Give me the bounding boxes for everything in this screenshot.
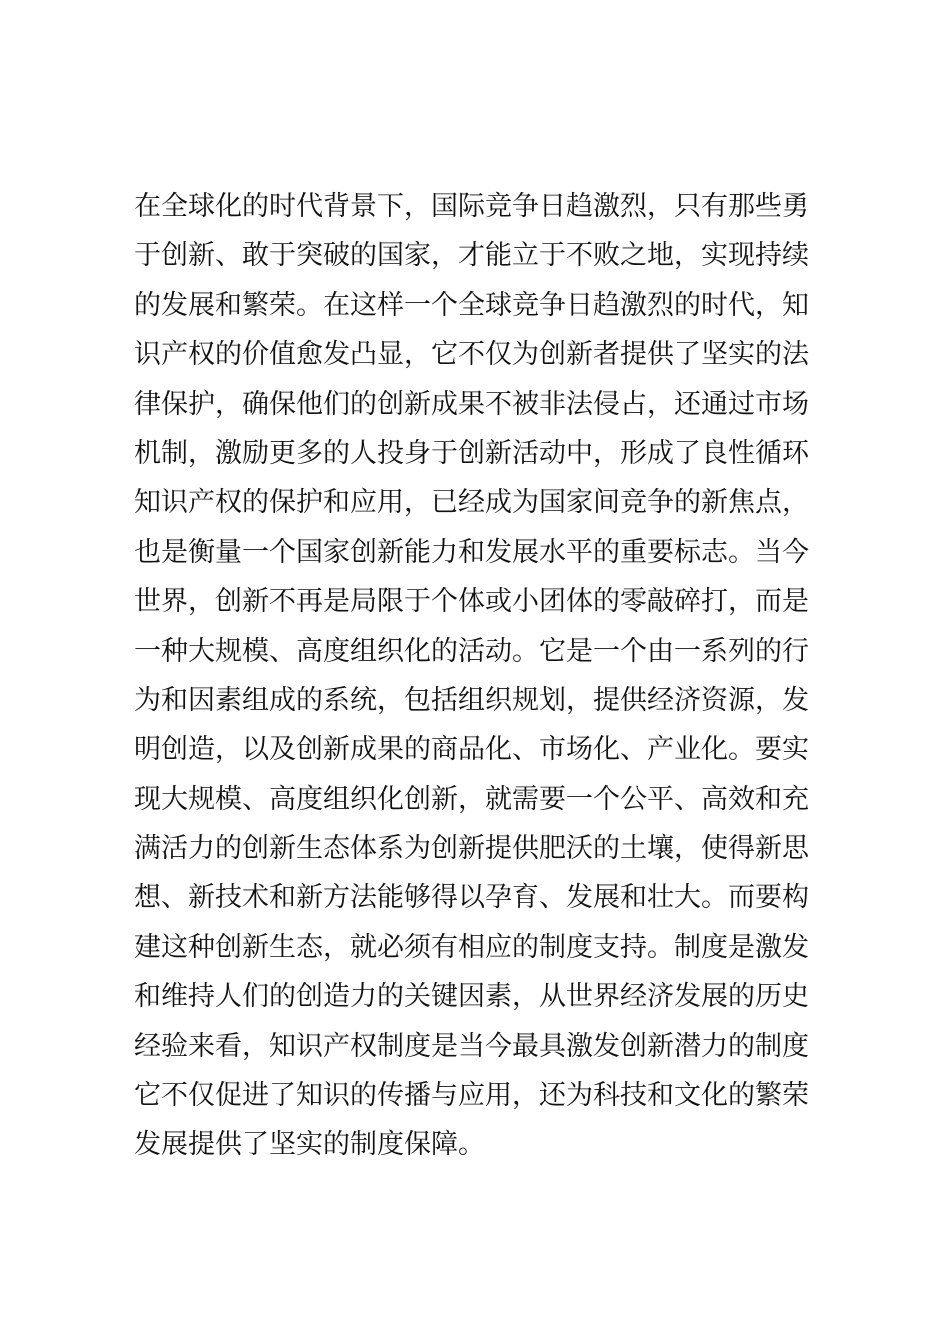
text-line: 经验来看，知识产权制度是当今最具激发创新潜力的制度 <box>134 1030 809 1062</box>
text-line: 识产权的价值愈发凸显，它不仅为创新者提供了坚实的法 <box>134 339 809 371</box>
text-line: 世界，创新不再是局限于个体或小团体的零敲碎打，而是 <box>134 586 809 618</box>
text-line: 现大规模、高度组织化创新，就需要一个公平、高效和充 <box>134 783 809 815</box>
body-paragraph <box>134 182 834 1170</box>
text-line: 想、新技术和新方法能够得以孕育、发展和壮大。而要构 <box>134 882 809 914</box>
text-line: 一种大规模、高度组织化的活动。它是一个由一系列的行 <box>134 635 809 667</box>
text-line: 它不仅促进了知识的传播与应用，还为科技和文化的繁荣 <box>134 1080 809 1112</box>
text-line: 知识产权的保护和应用，已经成为国家间竞争的新焦点， <box>134 487 809 519</box>
text-line: 在全球化的时代背景下，国际竞争日趋激烈，只有那些勇 <box>134 191 809 222</box>
text-line: 的发展和繁荣。在这样一个全球竞争日趋激烈的时代，知 <box>134 289 809 321</box>
text-line: 满活力的创新生态体系为创新提供肥沃的土壤，使得新思 <box>134 833 809 865</box>
text-line: 也是衡量一个国家创新能力和发展水平的重要标志。当今 <box>134 536 809 568</box>
text-line: 建这种创新生态，就必须有相应的制度支持。制度是激发 <box>134 931 809 963</box>
text-line: 明创造，以及创新成果的商品化、市场化、产业化。要实 <box>134 734 809 766</box>
text-line: 为和因素组成的系统，包括组织规划，提供经济资源，发 <box>134 684 809 716</box>
text-line: 机制，激励更多的人投身于创新活动中，形成了良性循环 <box>134 437 809 469</box>
text-line: 和维持人们的创造力的关键因素，从世界经济发展的历史 <box>134 981 809 1013</box>
text-line: 发展提供了坚实的制度保障。 <box>134 1129 485 1161</box>
text-line: 于创新、敢于突破的国家，才能立于不败之地，实现持续 <box>134 240 809 272</box>
text-line: 律保护，确保他们的创新成果不被非法侵占，还通过市场 <box>134 388 809 420</box>
